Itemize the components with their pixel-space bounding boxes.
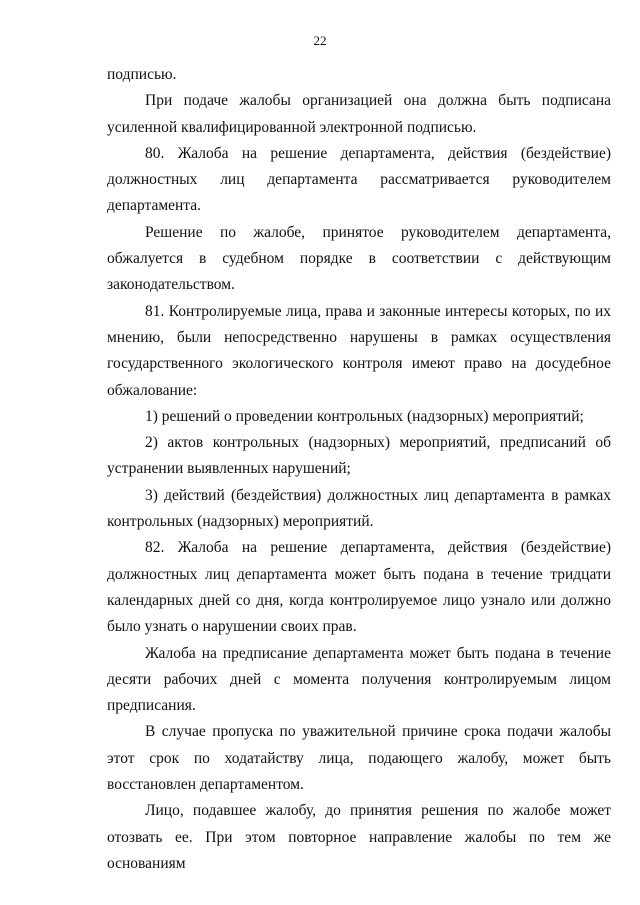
paragraph-continuation: подписью. <box>107 66 177 83</box>
list-item-1: 1) решений о проведении контрольных (надзорных) мероприятий; <box>145 407 584 425</box>
paragraph-item-81: 81. Контролируемые лица, права и законные интересы которых, по их мнению, были непосредственно нарушены в рамках осуществления государственного экологического контроля имеют право на досудебное обжалование: <box>107 302 611 399</box>
list-item-2: 2) актов контрольных (надзорных) мероприятий, предписаний об устранении выявленных нарушений; <box>107 434 611 478</box>
document-body <box>107 62 611 877</box>
paragraph-withdrawal: Лицо, подавшее жалобу, до принятия решения по жалобе может отозвать ее. При этом повторное направление жалобы по тем же основаниям <box>107 802 611 872</box>
paragraph-court-appeal: Решение по жалобе, принятое руководителем департамента, обжалуется в судебном порядке в соответствии с действующим законодательством. <box>107 223 611 294</box>
page-number: 22 <box>313 33 327 48</box>
list-item-3: 3) действий (бездействия) должностных лиц департамента в рамках контрольных (надзорных) мероприятий. <box>107 486 611 531</box>
paragraph-item-82: 82. Жалоба на решение департамента, действия (бездействие) должностных лиц департамента может быть подана в течение тридцати календарных дней со дня, когда контролируемое лицо узнало или должно было узнать о нарушении своих прав. <box>107 539 611 636</box>
paragraph-item-80: 80. Жалоба на решение департамента, действия (бездействие) должностных лиц департамента рассматривается руководителем департамента. <box>107 144 611 215</box>
paragraph-prescription-appeal: Жалоба на предписание департамента может быть подана в течение десяти рабочих дней с момента получения контролируемым лицом предписания. <box>107 644 611 715</box>
paragraph-signature-requirement: При подаче жалобы организацией она должна быть подписана усиленной квалифицированной электронной подписью. <box>107 92 611 136</box>
paragraph-deadline-restoration: В случае пропуска по уважительной причине срока подачи жалобы этот срок по ходатайству лица, подающего жалобу, может быть восстановлен департаментом. <box>107 723 611 794</box>
